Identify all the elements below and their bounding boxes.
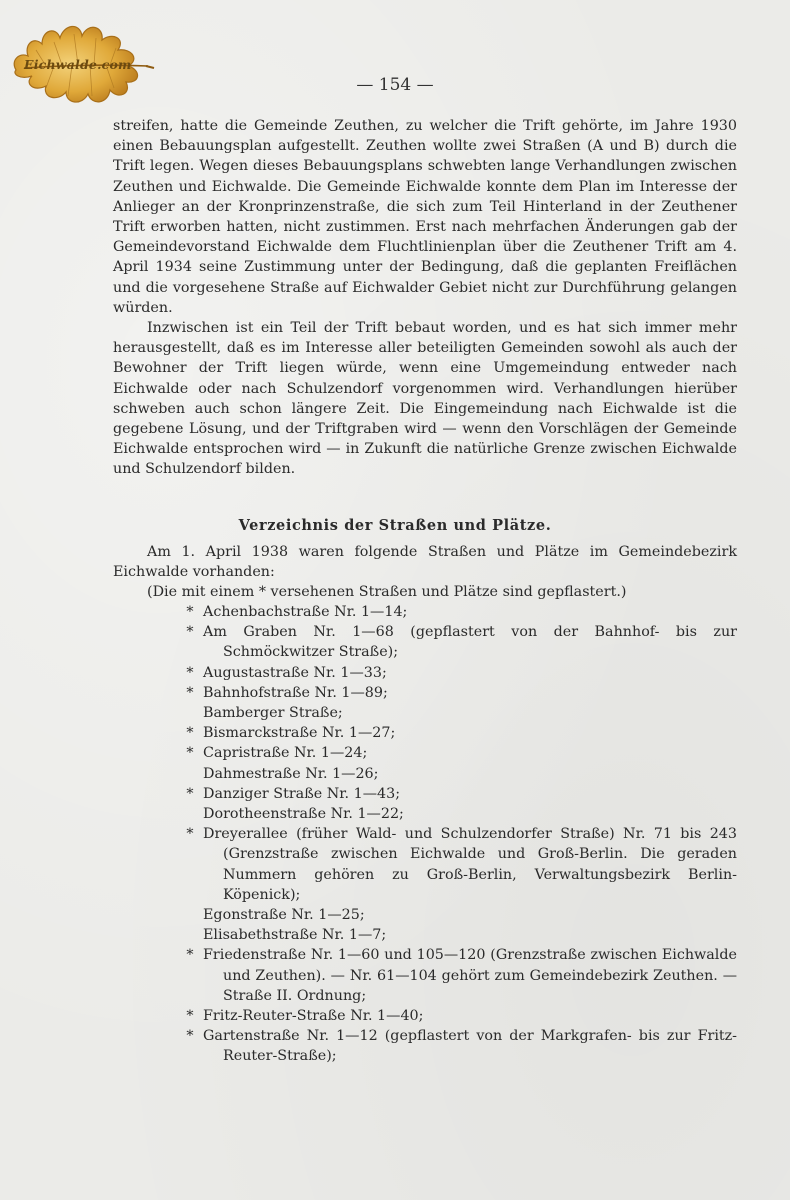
list-item: [183, 622, 737, 662]
paragraph: streifen, hatte die Gemeinde Zeuthen, zu welcher die Trift gehörte, im Jahre 1930 einen Bebauungsplan aufgestellt. Zeuthen wollte zwei Straßen (A und B) durch die Trift legen. Wegen dieses Bebauungsplans schwebten lange Verhandlungen zwischen Zeuthen und Eichwalde. Die Gemeinde Eichwalde konnte dem Plan im Interesse der Anlieger an der Kronprinzenstraße, die sich zum Teil Hinterland in der Zeuthener Trift erworben hatten, nicht zustimmen. Erst nach mehrfachen Änderungen gab der Gemeindevorstand Eichwalde dem Fluchtlinienplan über die Zeuthener Trift am 4. April 1934 seine Zustimmung unter der Bedingung, daß die geplanten Freiflächen und die vorgesehene Straße auf Eichwalder Gebiet nicht zur Durchführung gelangen würden.: [113, 118, 737, 316]
paved-marker: *: [186, 604, 194, 620]
street-entry: Danziger Straße Nr. 1—43;: [203, 785, 401, 802]
list-item: [183, 683, 737, 703]
page-number: — 154 —: [356, 75, 434, 95]
paved-marker: *: [186, 725, 194, 742]
list-item: [183, 663, 737, 683]
list-item: [183, 602, 737, 622]
street-entry: Fritz-Reuter-Straße Nr. 1—40;: [203, 1008, 424, 1025]
list-item: [183, 764, 737, 784]
paved-marker: *: [186, 826, 194, 843]
paving-note: (Die mit einem * versehenen Straßen und Plätze sind gepflastert.): [147, 584, 627, 601]
list-item: [183, 723, 737, 743]
street-entry: Bismarckstraße Nr. 1—27;: [203, 725, 396, 742]
eichwalde-logo[interactable]: [6, 8, 156, 112]
street-entry: Elisabethstraße Nr. 1—7;: [203, 927, 387, 944]
street-entry: Egonstraße Nr. 1—25;: [203, 907, 365, 924]
paved-marker: *: [186, 1028, 194, 1045]
paved-marker: *: [186, 1008, 194, 1025]
street-entry: Friedenstraße Nr. 1—60 und 105—120 (Grenzstraße zwischen Eichwalde und Zeuthen). — Nr. 61—104 gehört zum Gemeindebezirk Zeuthen. — Straße II. Ordnung;: [203, 947, 737, 1004]
list-item: [183, 824, 737, 905]
street-entry: Dahmestraße Nr. 1—26;: [203, 765, 379, 782]
street-entry: Bahnhofstraße Nr. 1—89;: [203, 684, 388, 701]
street-entry: Gartenstraße Nr. 1—12 (gepflastert von der Markgrafen- bis zur Fritz-Reuter-Straße);: [203, 1028, 737, 1065]
list-item: [183, 1026, 737, 1066]
paved-marker: *: [186, 684, 194, 701]
body-text: [113, 116, 737, 480]
paragraph: Inzwischen ist ein Teil der Trift bebaut worden, und es hat sich immer mehr herausgestellt, daß es im Interesse aller beteiligten Gemeinden sowohl als auch der Bewohner der Trift liegen würde, wenn eine Umgemeindung entweder nach Eichwalde oder nach Schulzendorf vorgenommen wird. Verhandlungen hierüber schweben auch schon längere Zeit. Die Eingemeindung nach Eichwalde ist die gegebene Lösung, und der Triftgraben wird — wenn den Vorschlägen der Gemeinde Eichwalde entsprochen wird — in Zukunft die natürliche Grenze zwischen Eichwalde und Schulzendorf bilden.: [113, 320, 737, 478]
section-heading: Verzeichnis der Straßen und Plätze.: [238, 517, 552, 534]
list-item: [183, 743, 737, 763]
logo-text: Eichwalde.com: [24, 57, 132, 72]
list-item: [183, 804, 737, 824]
street-entry: Dreyerallee (früher Wald- und Schulzendorfer Straße) Nr. 71 bis 243 (Grenzstraße zwischen Eichwalde und Groß-Berlin. Die geraden Nummern gehören zu Groß-Berlin, Verwaltungsbezirk Berlin-Köpenick);: [203, 826, 737, 903]
street-entry: Capristraße Nr. 1—24;: [203, 745, 368, 762]
paved-marker: *: [186, 745, 194, 762]
street-entry: Am Graben Nr. 1—68 (gepflastert von der Bahnhof- bis zur Schmöckwitzer Straße);: [203, 624, 737, 661]
street-entry: Augustastraße Nr. 1—33;: [203, 664, 387, 681]
street-list: [183, 602, 737, 1067]
list-item: [183, 1006, 737, 1026]
list-item: [183, 905, 737, 925]
paved-marker: *: [186, 947, 194, 964]
paved-marker: *: [186, 624, 194, 641]
intro-paragraph: Am 1. April 1938 waren folgende Straßen und Plätze im Gemeindebezirk Eichwalde vorhanden:: [113, 544, 737, 581]
paved-marker: *: [186, 664, 194, 681]
street-entry: Bamberger Straße;: [203, 705, 343, 722]
list-item: [183, 703, 737, 723]
street-entry: Dorotheenstraße Nr. 1—22;: [203, 806, 404, 823]
paved-marker: *: [186, 785, 194, 802]
list-item: [183, 784, 737, 804]
list-item: [183, 925, 737, 945]
list-intro: [113, 542, 737, 603]
list-item: [183, 945, 737, 1006]
street-entry: Achenbachstraße Nr. 1—14;: [203, 604, 408, 620]
